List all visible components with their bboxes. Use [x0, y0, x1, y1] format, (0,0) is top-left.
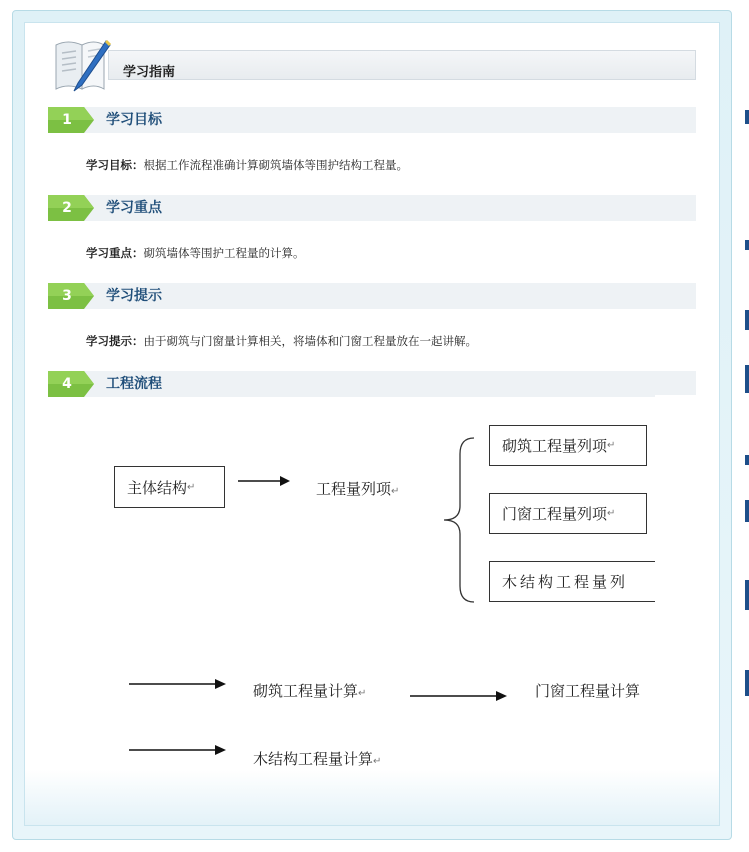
paragraph-mark-icon: ↵ — [187, 481, 196, 493]
diagram-clip — [655, 395, 707, 715]
section-text: 砌筑墙体等围护工程量的计算。 — [143, 246, 305, 260]
bottom-fade — [25, 770, 719, 825]
content-panel — [24, 22, 720, 826]
arrow-right-icon — [129, 743, 227, 757]
flow-main-box — [114, 466, 225, 508]
right-edge-marks — [743, 110, 749, 810]
guide-title-bar — [108, 50, 696, 80]
section-title: 学习目标 — [106, 112, 162, 128]
section-number: 4 — [62, 376, 72, 392]
paragraph-mark-icon: ↵ — [607, 508, 616, 519]
flow-calc-masonry: 砌筑工程量计算↵ — [253, 682, 367, 700]
section-label: 学习目标： — [86, 158, 144, 172]
section-title: 学习重点 — [106, 200, 162, 216]
section-body — [86, 245, 305, 261]
flow-calc-door: 门窗工程量计算 — [535, 682, 641, 700]
section-number: 3 — [62, 288, 72, 304]
flow-branch-box: 门窗工程量列项 ↵ — [489, 493, 647, 534]
section-text: 由于砌筑与门窗量计算相关，将墙体和门窗工程量放在一起讲解。 — [143, 334, 477, 348]
flow-main-label: 主体结构 — [127, 478, 188, 497]
section-title: 学习提示 — [106, 288, 162, 304]
section-number: 1 — [62, 112, 72, 128]
book-pen-icon — [48, 33, 112, 97]
paragraph-mark-icon: ↵ — [358, 688, 367, 699]
flow-branch-box: 砌筑工程量列项 ↵ — [489, 425, 647, 466]
flow-branch-box: 木结构工程量列 — [489, 561, 669, 602]
arrow-right-icon — [410, 689, 508, 703]
paragraph-mark-icon: ↵ — [373, 756, 382, 767]
section-body — [86, 157, 408, 173]
section-number: 2 — [62, 200, 72, 216]
flow-calc-wood: 木结构工程量计算↵ — [253, 750, 382, 768]
paragraph-mark-icon: ↵ — [607, 440, 616, 451]
section-text: 根据工作流程准确计算砌筑墙体等围护结构工程量。 — [143, 158, 408, 172]
left-brace-icon — [440, 436, 480, 604]
arrow-right-icon — [238, 474, 290, 488]
paragraph-mark-icon: ↵ — [391, 486, 400, 497]
section-body — [86, 333, 477, 349]
flow-list-label: 工程量列项↵ — [316, 480, 400, 498]
section-title: 工程流程 — [106, 376, 162, 392]
section-label: 学习重点： — [86, 246, 144, 260]
page-title: 学习指南 — [123, 65, 176, 80]
section-label: 学习提示： — [86, 334, 144, 348]
arrow-right-icon — [129, 677, 227, 691]
